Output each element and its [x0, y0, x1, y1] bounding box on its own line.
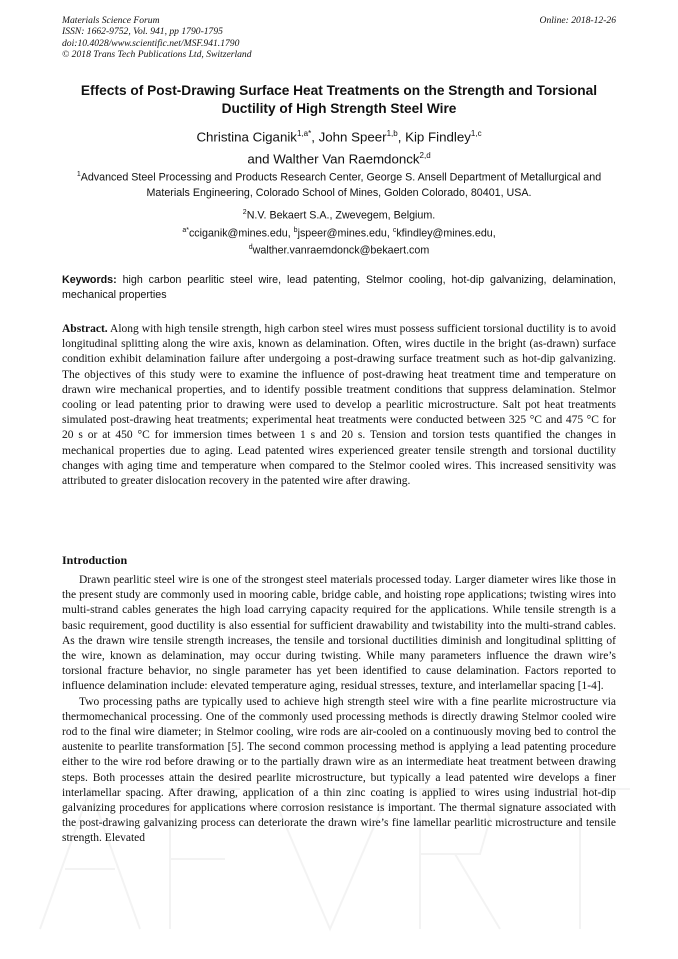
author-name: Kip Findley — [405, 129, 471, 145]
author-affiliation-mark: 1,b — [386, 129, 398, 138]
online-date: Online: 2018-12-26 — [539, 15, 616, 26]
keywords-text: high carbon pearlitic steel wire, lead patenting, Stelmor cooling, hot-dip galvanizing, delamination, mechanical properties — [62, 274, 616, 302]
email-mark: c — [392, 227, 397, 234]
abstract-text: Along with high tensile strength, high carbon steel wires must possess sufficient torsional ductility is to avoid longitudinal splitting along the wire axis, known as delamination. Often, wires ductile in the bright (as-drawn) surface condition exhibit delamination failure after undergoing a post-drawing surface treatment such as hot-dip galvanizing. The objectives of this study were to examine the influence of post-drawing heat treatment time and temperature on drawn wire mechanical properties, and to identify possible treatment conditions that suppress delamination. Stelmor cooling or lead patenting prior to drawing were used to develop a pearlitic microstructure. Salt pot heat treatments simulated post-drawing heat treatments; experimental heat treatments were conducted between 325 °C and 475 °C for 20 s or at 450 °C for immersion times between 1 s and 20 s. Tension and torsion tests quantified the changes in mechanical properties due to aging. Lead patented wires experienced greater tensile strength and torsional ductility changes with aging time and temperature when compared to the Stelmor cooled wires. This increased sensitivity was attributed to greater dislocation recovery in the patented wire after drawing. — [62, 323, 616, 488]
author-list: Christina Ciganik$^{1,a*}$, John Speer$^{1,b}$, Kip Findley$^{1,c}$ and Walther Van Raemdonck$^{2,d}$ — [196, 129, 482, 167]
keywords — [62, 273, 616, 303]
author-conjunction: and — [247, 151, 270, 167]
affiliation-text: N.V. Bekaert S.A., Zwevegem, Belgium. — [246, 209, 436, 222]
journal-copyright: © 2018 Trans Tech Publications Ltd, Switzerland — [62, 49, 252, 61]
email-mark: d — [248, 243, 253, 251]
paragraph: Drawn pearlitic steel wire is one of the strongest steel materials processed today. Larger diameter wires like those in the present study are commonly used in mooring cable, bridge cable, and hoisting rope applications; twisting wires into multi-strand cables generates the high load carrying capacity required for the applications. While tensile strength is a basic requirement, good ductility is also essential for sufficient drawability and twistability into the multi-strand cables. As the drawn wire tensile strength increases, the tensile and torsional ductilities diminish and longitudinal splitting of the wire, known as delamination, may occur during twisting. While many parameters influence the drawn wire’s torsional fracture behavior, no single parameter has yet been identified to cause delamination. Factors reported to influence delamination include: elevated temperature aging, residual stresses, texture, and interlamellar spacing [1-4]. — [62, 574, 616, 693]
introduction-body — [62, 573, 616, 847]
email-address[interactable]: walther.vanraemdonck@bekaert.com — [252, 244, 430, 257]
paper-title: Effects of Post-Drawing Surface Heat Treatments on the Strength and Torsional Ductility of High Strength Steel Wire — [80, 83, 598, 116]
journal-doi: doi:10.4028/www.scientific.net/MSF.941.1790 — [62, 37, 240, 49]
affiliation-1 — [62, 167, 616, 201]
paragraph: Two processing paths are typically used to achieve high strength steel wire with a fine pearlite microstructure via thermomechanical processing. One of the commonly used processing methods is directly drawing Stelmor cooled wire rod to the final wire diameter; in Stelmor cooling, wire rods are air-cooled on a continuously moving bed to control the austenite to pearlite transformation [5]. The second common processing method is applying a lead patenting procedure either to the wire rod before drawing or to the partially drawn wire as an intermediate heat treatment between drawing steps. Both processes attain the desired pearlite microstructure, but typically a lead patented wire develops a finer interlamellar spacing. After drawing, application of a thin zinc coating is applied to wires using industrial hot-dip galvanizing procedures for applications where corrosion resistance is important. The thermal signature associated with the post-drawing galvanizing process can deteriorate the drawn wire’s fine lamellar pearlitic microstructure and tensile strength. Elevated — [62, 695, 616, 845]
abstract — [62, 322, 616, 489]
affiliation-text: Advanced Steel Processing and Products Research Center, George S. Ansell Department of Metallurgical and Materials Engineering, Colorado School of Mines, Golden Colorado, 80401, USA. — [80, 171, 602, 199]
affiliation-2 — [62, 205, 616, 224]
author-emails — [62, 224, 616, 257]
email-address[interactable]: cciganik@mines.edu, — [188, 227, 291, 240]
journal-issn: ISSN: 1662-9752, Vol. 941, pp 1790-1795 — [62, 26, 223, 38]
author-affiliation-mark: 2,d — [419, 151, 431, 161]
journal-name: Materials Science Forum — [62, 15, 160, 26]
journal-header — [62, 15, 616, 61]
email-address[interactable]: jspeer@mines.edu, — [297, 227, 390, 240]
author-affiliation-mark: 1,c — [470, 129, 482, 138]
author-name: Christina Ciganik — [196, 129, 297, 145]
email-address[interactable]: kfindley@mines.edu, — [396, 227, 496, 240]
affiliation-mark: 2 — [242, 209, 247, 216]
keywords-label: Keywords: — [62, 274, 117, 286]
author-name: John Speer — [318, 129, 387, 145]
email-mark: b — [293, 227, 298, 234]
email-mark: a* — [182, 227, 189, 234]
section-heading-introduction: Introduction — [62, 553, 128, 567]
abstract-label: Abstract. — [62, 323, 108, 335]
author-affiliation-mark: 1,a* — [296, 129, 312, 138]
affiliation-mark: 1 — [76, 171, 81, 178]
author-name: Walther Van Raemdonck — [273, 151, 420, 167]
